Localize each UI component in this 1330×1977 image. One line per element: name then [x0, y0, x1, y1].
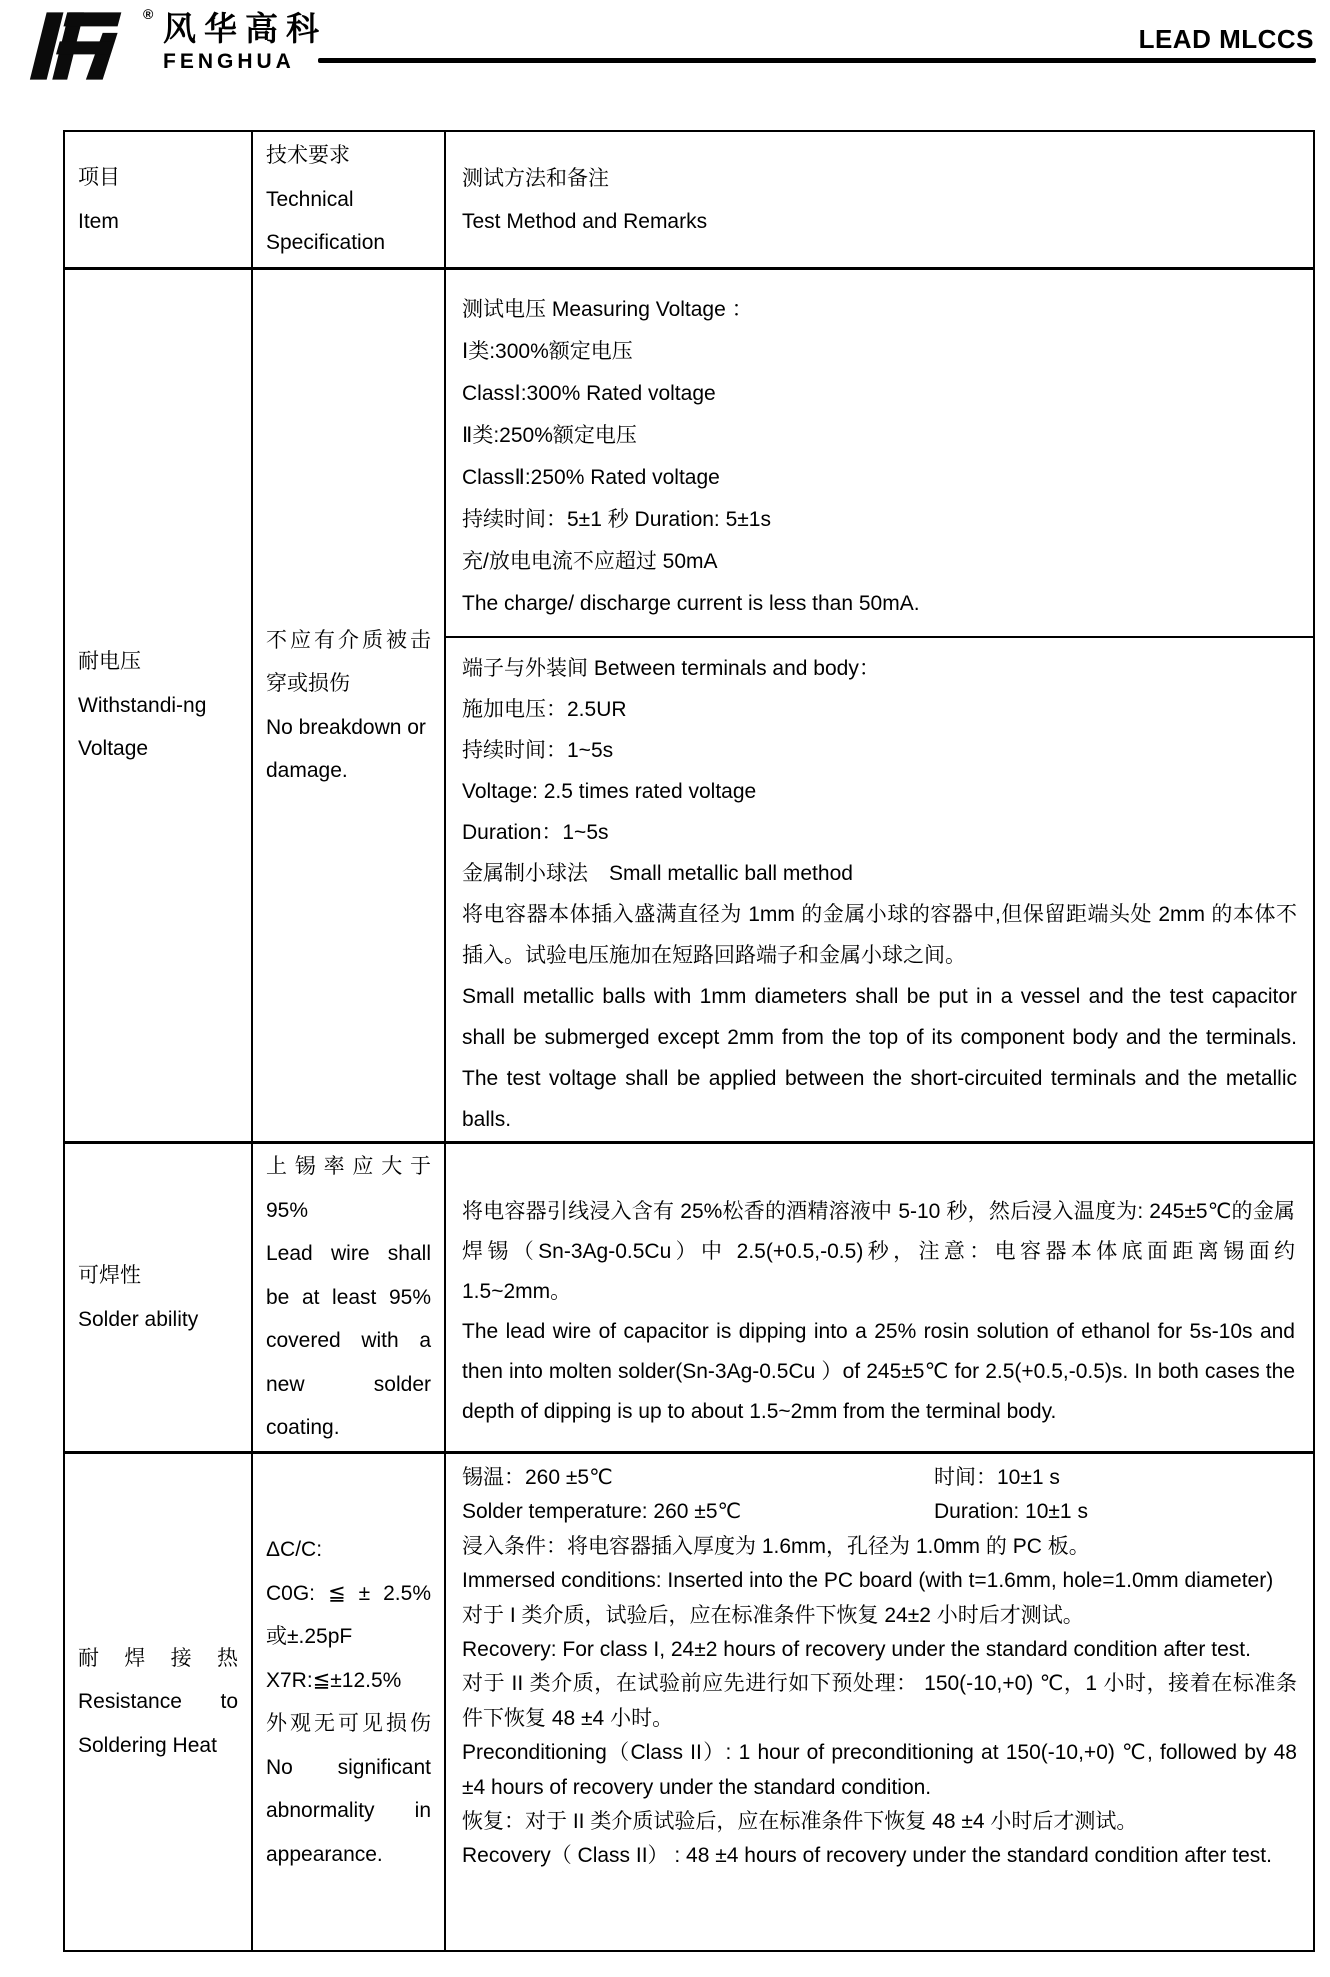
brand-block — [163, 12, 327, 74]
doc-title: LEAD MLCCS — [1138, 24, 1314, 54]
col-header-spec-en2: Specification — [266, 231, 386, 255]
text-line: 金属制小球法 Small metallic ball method — [462, 862, 853, 885]
col-header-method-cn: 测试方法和备注 — [462, 166, 609, 190]
text-line: 95% — [266, 1198, 309, 1222]
paragraph-en: No significant abnormality in appearance. — [266, 1755, 431, 1866]
text-line: 外观无可见损伤 — [266, 1712, 431, 1735]
text-line: 时间：10±1 s — [934, 1466, 1060, 1489]
soldering-heat-item-cell — [65, 1454, 253, 1950]
text-line: Duration: 10±1 s — [934, 1500, 1088, 1524]
col-header-method-en: Test Method and Remarks — [462, 209, 708, 233]
text-line: damage. — [266, 759, 348, 782]
row-withstanding-voltage — [65, 270, 1313, 1144]
paragraph-en: Preconditioning（Class II）: 1 hour of preconditioning at 150(-10,+0) ℃, followed by 48 ±4 hours of recovery under the standard condition. — [462, 1741, 1297, 1799]
text-line: 不应有介质被击 — [266, 628, 431, 652]
text-line: ClassⅡ:250% Rated voltage — [462, 466, 720, 489]
text-line: 上锡率应大于 — [266, 1155, 431, 1179]
text-line: Voltage — [78, 737, 149, 761]
table-header-row — [65, 132, 1313, 270]
withstanding-voltage-method-cell — [446, 270, 1313, 1141]
paragraph-cn: 对于 II 类介质，在试验前应先进行如下预处理： 150(-10,+0) ℃，1 小时，接着在标准条件下恢复 48 ±4 小时。 — [462, 1672, 1297, 1730]
text-line: Immersed conditions: Inserted into the PC board (with t=1.6mm, hole=1.0mm diameter) — [462, 1569, 1274, 1593]
text-line: 持续时间：1~5s — [462, 739, 614, 762]
fenghua-logo-icon — [28, 10, 140, 82]
text-line: ΔC/C: — [266, 1538, 323, 1561]
soldering-heat-spec-cell — [253, 1454, 446, 1950]
text-line: Voltage: 2.5 times rated voltage — [462, 780, 757, 803]
terminals-body-section — [446, 638, 1313, 1141]
col-header-item-cn: 项目 — [78, 166, 120, 189]
withstanding-voltage-spec-cell — [253, 270, 446, 1141]
text-line: Ⅱ类:250%额定电压 — [462, 424, 637, 447]
text-line: C0G: ≦ ± 2.5% — [266, 1581, 431, 1605]
solder-ability-method-cell — [446, 1144, 1313, 1451]
col-header-spec — [253, 132, 446, 267]
col-header-item-en: Item — [78, 209, 119, 233]
text-line: 对于 I 类介质，试验后，应在标准条件下恢复 24±2 小时后才测试。 — [462, 1603, 1084, 1627]
solder-ability-spec-cell — [253, 1144, 446, 1451]
spec-table — [63, 130, 1315, 1952]
text-line: Solder ability — [78, 1307, 199, 1331]
text-line: 或±.25pF — [266, 1625, 353, 1648]
text-line: ClassⅠ:300% Rated voltage — [462, 382, 716, 405]
value-pair-row — [462, 1461, 1297, 1495]
text-line: Withstandi-ng — [78, 693, 207, 717]
text-line: 耐焊接热 — [78, 1646, 238, 1670]
text-line: 充/放电电流不应超过 50mA — [462, 550, 718, 573]
text-line: Ⅰ类:300%额定电压 — [462, 340, 633, 363]
brand-name-en: FENGHUA — [163, 49, 295, 73]
text-line: 持续时间：5±1 秒 Duration: 5±1s — [462, 508, 771, 531]
text-line: X7R:≦±12.5% — [266, 1668, 402, 1692]
text-line: 可焊性 — [78, 1264, 141, 1287]
text-line: 锡温：260 ±5℃ — [462, 1466, 613, 1489]
text-line: 施加电压：2.5UR — [462, 698, 627, 721]
paragraph-en: Lead wire shall be at least 95% covered with a new solder coating. — [266, 1242, 431, 1440]
row-solder-ability — [65, 1144, 1313, 1454]
page-header — [0, 0, 1330, 112]
header-rule — [318, 58, 1316, 63]
col-header-item — [65, 132, 253, 267]
paragraph-cn: 将电容器本体插入盛满直径为 1mm 的金属小球的容器中,但保留距端头处 2mm 的本体不插入。试验电压施加在短路回路端子和金属小球之间。 — [462, 903, 1297, 967]
withstanding-voltage-item-cell — [65, 270, 253, 1141]
text-line: 耐电压 — [78, 650, 141, 674]
text-line: Recovery（ Class II） : 48 ±4 hours of recovery under the standard condition after test. — [462, 1844, 1272, 1868]
col-header-spec-en1: Technical — [266, 187, 354, 211]
text-line: 测试电压 Measuring Voltage ： — [462, 298, 753, 321]
text-line: The charge/ discharge current is less than 50mA. — [462, 592, 920, 615]
measuring-voltage-section — [446, 270, 1313, 638]
text-line: Recovery: For class I, 24±2 hours of recovery under the standard condition after test. — [462, 1638, 1251, 1662]
paragraph-en: The lead wire of capacitor is dipping into a 25% rosin solution of ethanol for 5s-10s and then into molten solder(Sn-3Ag-0.5Cu ）of 245±5℃ for 2.5(+0.5,-0.5)s. In both cases the depth of dipping is up to about 1.5~2mm from the terminal body. — [462, 1320, 1295, 1423]
text-line: 恢复：对于 II 类介质试验后，应在标准条件下恢复 48 ±4 小时后才测试。 — [462, 1810, 1138, 1834]
value-pair-row — [462, 1495, 1297, 1529]
registered-mark-icon: ® — [143, 6, 154, 22]
brand-name-cn: 风华高科 — [163, 10, 327, 47]
paragraph-en: Small metallic balls with 1mm diameters shall be put in a vessel and the test capacitor shall be submerged except 2mm from the top of its component body and the terminals. The test voltage shall be applied between the short-circuited terminals and the metallic balls. — [462, 985, 1297, 1131]
text-line: Duration：1~5s — [462, 821, 609, 844]
text-line: Solder temperature: 260 ±5℃ — [462, 1500, 742, 1524]
row-soldering-heat — [65, 1454, 1313, 1950]
col-header-spec-cn: 技术要求 — [266, 144, 350, 168]
soldering-heat-method-cell — [446, 1454, 1313, 1950]
text-line: 端子与外装间 Between terminals and body： — [462, 657, 880, 680]
col-header-method — [446, 132, 1313, 267]
text-line: 浸入条件：将电容器插入厚度为 1.6mm，孔径为 1.0mm 的 PC 板。 — [462, 1534, 1090, 1558]
paragraph-cn: 将电容器引线浸入含有 25%松香的酒精溶液中 5-10 秒，然后浸入温度为: 245±5℃的金属焊锡（Sn-3Ag-0.5Cu）中 2.5(+0.5,-0.5)秒，注意：电容器本体底面距离锡面约 1.5~2mm。 — [462, 1200, 1295, 1303]
text-line: 穿或损伤 — [266, 672, 350, 695]
solder-ability-item-cell — [65, 1144, 253, 1451]
paragraph-en: Resistance to Soldering Heat — [78, 1690, 238, 1757]
text-line: No breakdown or — [266, 715, 426, 739]
